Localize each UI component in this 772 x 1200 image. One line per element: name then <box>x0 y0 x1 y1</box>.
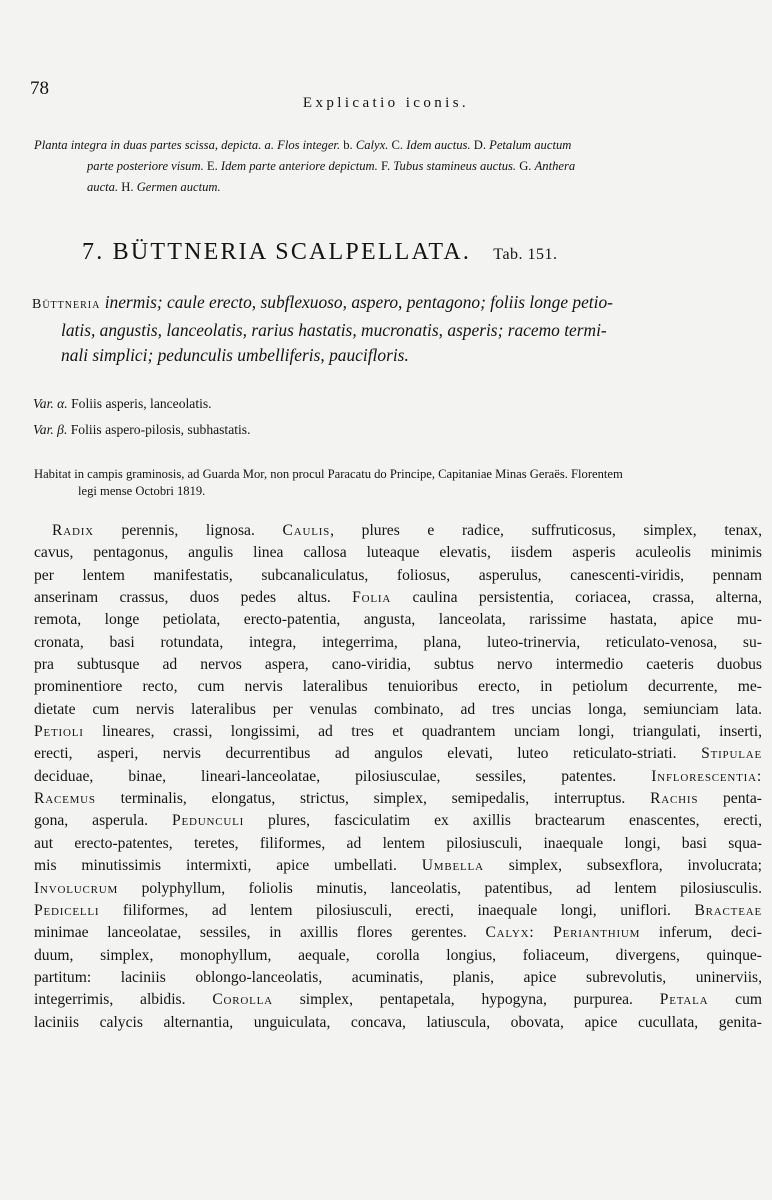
description-line <box>34 922 762 944</box>
description-text: caulina persistentia, coriacea, crassa, alterna, <box>391 589 762 607</box>
description-line <box>34 721 762 743</box>
description-text: per lentem manifestatis, subcanaliculatus, foliosus, asperulus, canescenti-viridis, pennam <box>34 566 762 584</box>
diagnosis <box>32 290 762 369</box>
description-text: remota, longe petiolata, erecto-patentia, angusta, lanceolata, rarissime hastata, apice mu- <box>34 611 762 629</box>
description-text: duum, simplex, monophyllum, aequale, corolla longius, foliaceum, divergens, quinque- <box>34 946 762 964</box>
organ-term: Umbella <box>421 857 484 875</box>
organ-term: Rachis <box>650 790 699 808</box>
description-text: minimae lanceolatae, sessiles, in axillis flores gerentes. <box>34 924 486 942</box>
organ-term: Involucrum <box>34 879 119 897</box>
description-line <box>34 587 762 609</box>
description-text: simplex, pentapetala, hypogyna, purpurea. <box>272 991 660 1009</box>
description-line <box>34 900 762 922</box>
description-text: prominentiore recto, cum nervis lateralibus tenuioribus erecto, in petiolum decurrente, me- <box>34 678 762 696</box>
organ-term: Folia <box>352 589 392 607</box>
description-text: penta- <box>698 790 762 808</box>
caption-segment: F. <box>380 159 394 173</box>
diagnosis-line: nali simplici; pedunculis umbelliferis, paucifloris. <box>61 345 409 365</box>
caption-segment: D. <box>470 138 490 152</box>
description-text: lineares, crassi, longissimi, ad tres et quadrantem unciam longi, triangulati, inserti, <box>83 723 762 741</box>
diagnosis-line: Büttneria inermis; caule erecto, subflexuoso, aspero, pentagono; foliis longe petio- <box>32 292 613 312</box>
plate-reference: Tab. 151. <box>493 246 558 263</box>
description-line <box>34 967 762 989</box>
organ-term: Stipulae <box>701 745 762 763</box>
organ-term: Pedicelli <box>34 901 100 919</box>
caption-segment: E. <box>206 159 221 173</box>
caption-segment: Flos integer. <box>277 138 341 152</box>
description-line <box>34 520 762 542</box>
variety-text: Foliis asperis, lanceolatis. <box>71 396 212 411</box>
description-text: pra subtusque ad nervos aspera, cano-viridia, subtus nervo intermedio caeteris duobus <box>34 656 762 674</box>
caption-segment: Germen auctum. <box>136 180 221 194</box>
caption-segment: parte posteriore visum. <box>87 159 207 173</box>
variety-beta <box>33 417 753 443</box>
description-text: gona, asperula. <box>34 812 172 830</box>
description-line <box>34 699 762 721</box>
description-text: laciniis calycis alternantia, unguiculata, concava, latiuscula, obovata, apice cucullata, genita- <box>34 1013 762 1031</box>
description-text: , plures e radice, suffruticosus, simplex, tenax, <box>330 522 762 539</box>
caption-segment: b. <box>340 138 356 152</box>
caption-line <box>34 177 754 198</box>
caption-segment: Anthera <box>534 159 576 173</box>
description-text: integerrimis, albidis. <box>34 991 213 1009</box>
caption-line <box>34 156 754 177</box>
description-line <box>34 565 762 587</box>
habitat <box>34 466 759 500</box>
variety-text: Foliis aspero-pilosis, subhastatis. <box>70 422 251 437</box>
varieties <box>33 391 753 443</box>
variety-label: Var. β. <box>33 422 68 437</box>
caption-segment: C. <box>388 138 407 152</box>
description-text: aut erecto-patentes, teretes, filiformes, ad lentem pilosiusculi, inaequale longi, basi squa- <box>34 834 762 852</box>
habitat-line: legi mense Octobri 1819. <box>78 484 206 498</box>
caption-segment: H. <box>121 180 137 194</box>
description-text: cronata, basi rotundata, integra, integerrima, plana, luteo-trinervia, reticulato-venosa, su- <box>34 633 762 651</box>
species-number: 7. <box>82 239 105 265</box>
description-line <box>34 989 762 1011</box>
description-text: simplex, subsexflora, involucrata; <box>483 857 762 875</box>
description-text: erecti, asperi, nervis decurrentibus ad angulos elevati, luteo reticulato-striati. <box>34 745 702 763</box>
variety-label: Var. α. <box>33 396 68 411</box>
caption-segment: Petalum auctum <box>489 138 572 152</box>
description-text: anserinam crassus, duos pedes altus. <box>34 589 353 607</box>
description-text: partitum: laciniis oblongo-lanceolatis, acuminatis, planis, apice subrevolutis, uninerviis, <box>34 968 762 986</box>
caption-line <box>34 135 754 156</box>
description-text: cum <box>708 991 763 1009</box>
organ-term: Inflorescentia: <box>651 767 762 785</box>
description-text: perennis, lignosa. <box>93 522 283 539</box>
description-text: cavus, pentagonus, angulis linea callosa luteaque elevatis, iisdem asperis aculeolis minimis <box>34 544 762 562</box>
caption-segment: Idem auctus. <box>406 138 471 152</box>
description-line <box>34 945 762 967</box>
description-line <box>34 609 762 631</box>
description-line <box>34 833 762 855</box>
plate-caption <box>34 135 754 198</box>
description-text: terminalis, elongatus, strictus, simplex, semipedalis, interruptus. <box>95 790 651 808</box>
species-heading <box>82 239 762 266</box>
organ-term: Caulis <box>282 522 331 539</box>
description-line <box>34 632 762 654</box>
description-line <box>34 542 762 564</box>
variety-alpha <box>33 391 753 417</box>
habitat-line: Habitat in campis graminosis, ad Guarda Mor, non procul Paracatu do Principe, Capitaniae Minas Geraës. Florentem <box>34 467 623 481</box>
description-line <box>34 878 762 900</box>
caption-segment: Calyx. <box>355 138 389 152</box>
species-name: BÜTTNERIA SCALPELLATA. <box>112 239 472 265</box>
description-text: deciduae, binae, lineari-lanceolatae, pilosiusculae, sessiles, patentes. <box>34 767 652 785</box>
description-text: filiformes, ad lentem pilosiusculi, erecti, inaequale longi, uniflori. <box>99 901 695 919</box>
description-line <box>34 855 762 877</box>
organ-term: Calyx: <box>485 924 535 942</box>
description-line <box>34 654 762 676</box>
description-line <box>34 743 762 765</box>
description-line <box>34 1012 762 1034</box>
caption-segment: Planta integra in duas partes scissa, depicta. a. <box>34 138 278 152</box>
description-text: polyphyllum, foliolis minutis, lanceolatis, patentibus, ad lentem pilosiusculis. <box>118 879 762 897</box>
organ-term: Petala <box>659 991 709 1009</box>
genus-name: Büttneria <box>32 297 101 312</box>
organ-term: Perianthium <box>553 924 641 942</box>
running-head: Explicatio iconis. <box>302 95 470 111</box>
description-line <box>34 676 762 698</box>
description-text: inferum, deci- <box>640 924 762 942</box>
description-text <box>534 924 553 941</box>
description-line <box>34 788 762 810</box>
description-text: dietate cum nervis lateralibus per venulas combinato, ad tres uncias longa, semiunciam lata. <box>34 700 762 718</box>
organ-term: Pedunculi <box>171 812 245 830</box>
organ-term: Racemus <box>34 790 96 808</box>
organ-term: Radix <box>52 522 94 539</box>
caption-segment: Tubus stamineus auctus. <box>393 159 520 173</box>
organ-term: Petioli <box>34 723 84 741</box>
organ-term: Corolla <box>212 991 273 1009</box>
caption-segment: G. <box>519 159 535 173</box>
caption-segment: Idem parte anteriore depictum. <box>220 159 381 173</box>
organ-term: Bracteae <box>694 901 762 919</box>
description <box>34 520 762 1034</box>
page-number: 78 <box>30 78 49 99</box>
description-text: mis minutissimis intermixti, apice umbellati. <box>34 857 422 875</box>
diagnosis-line: latis, angustis, lanceolatis, rarius hastatis, mucronatis, asperis; racemo termi- <box>61 319 607 340</box>
description-line <box>34 766 762 788</box>
caption-segment: aucta. <box>87 180 122 194</box>
description-line <box>34 810 762 832</box>
description-text: plures, fasciculatim ex axillis bractearum enascentes, erecti, <box>244 812 762 830</box>
